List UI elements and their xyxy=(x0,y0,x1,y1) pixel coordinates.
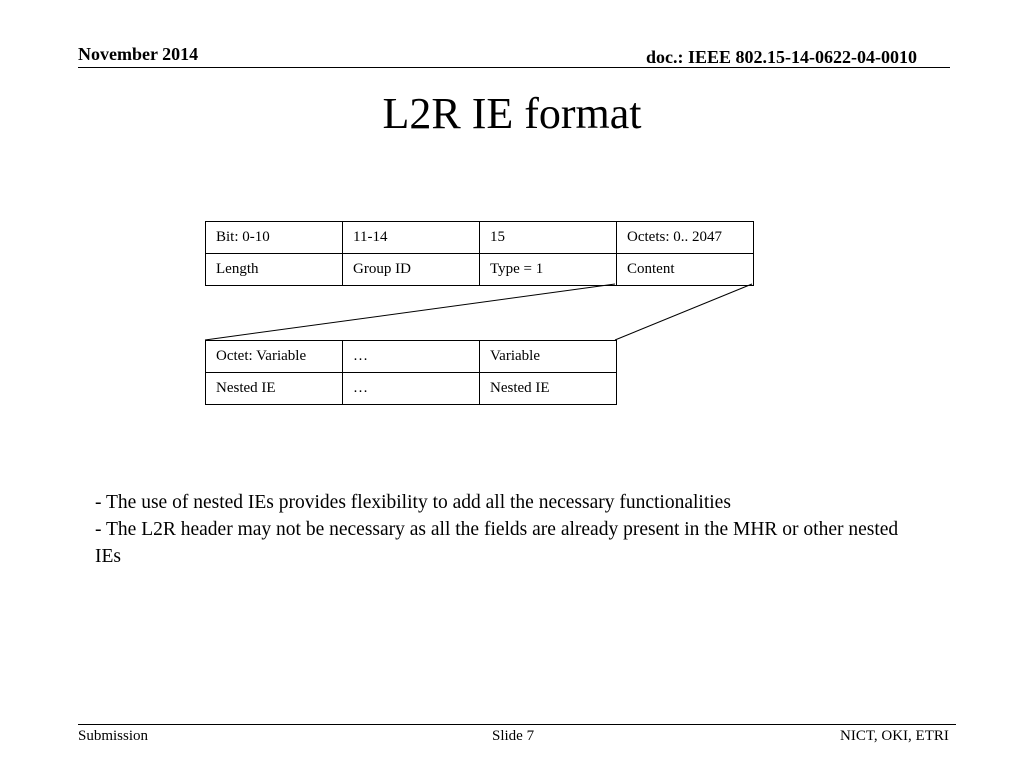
bullet-item: - The L2R header may not be necessary as all the fields are already present in the MHR or other nested IEs xyxy=(95,519,899,567)
footer-slide-number: Slide 7 xyxy=(492,728,535,744)
footer-authors: NICT, OKI, ETRI xyxy=(840,728,949,744)
table-cell: Bit: 0-10 xyxy=(206,222,343,254)
table-cell: Nested IE xyxy=(206,373,343,405)
table-cell: Variable xyxy=(480,341,617,373)
table-row xyxy=(206,341,617,373)
table-cell: Group ID xyxy=(343,254,480,286)
table-cell: 11-14 xyxy=(343,222,480,254)
ie-format-table xyxy=(205,221,754,286)
table-cell: 15 xyxy=(480,222,617,254)
header-date: November 2014 xyxy=(78,44,199,64)
table-cell: Octet: Variable xyxy=(206,341,343,373)
footer-submission: Submission xyxy=(78,728,149,744)
content-cell: Content xyxy=(617,254,754,286)
slide-title: L2R IE format xyxy=(382,89,642,138)
table-cell: Octets: 0.. 2047 xyxy=(617,222,754,254)
expansion-line-right xyxy=(615,284,752,340)
table-row xyxy=(206,373,617,405)
table-cell: Nested IE xyxy=(480,373,617,405)
table-cell: Length xyxy=(206,254,343,286)
header-divider xyxy=(78,67,950,68)
nested-ie-table xyxy=(205,340,617,405)
bullet-item: - The use of nested IEs provides flexibility to add all the necessary functionalities xyxy=(95,492,731,513)
header-doc-id: doc.: IEEE 802.15-14-0622-04-0010 xyxy=(646,47,917,67)
table-row xyxy=(206,254,754,286)
table-row xyxy=(206,222,754,254)
table-cell: … xyxy=(343,341,480,373)
footer-divider xyxy=(78,724,956,725)
table-cell: … xyxy=(343,373,480,405)
expansion-line-left xyxy=(205,284,615,340)
bullet-list xyxy=(95,489,915,570)
table-cell: Type = 1 xyxy=(480,254,617,286)
